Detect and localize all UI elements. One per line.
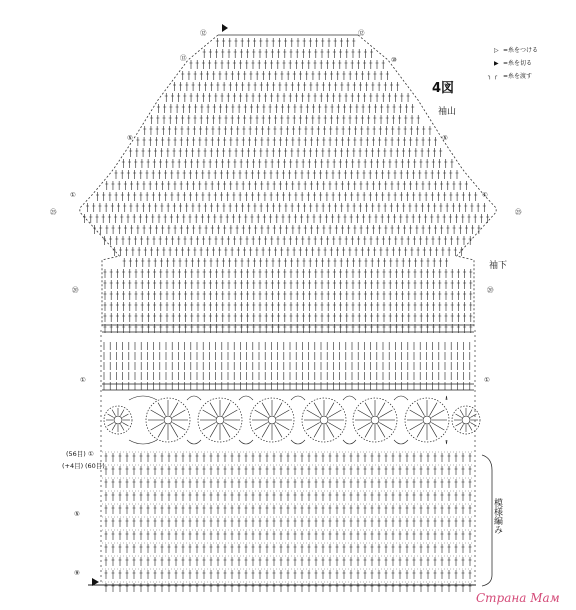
row-1-body-left: ① xyxy=(80,376,86,384)
row-1-cuff: ① xyxy=(88,450,94,458)
motif-chain-link xyxy=(394,396,408,400)
flower-petal-stitch xyxy=(365,424,373,437)
yarn-cut-marker xyxy=(222,24,228,32)
label-underarm: 袖下 xyxy=(489,261,508,271)
flower-petal-stitch xyxy=(431,423,444,431)
motif-chain-link xyxy=(187,396,201,400)
cuff-count-56: (56目) xyxy=(66,450,86,458)
row-5-cuff: ⑤ xyxy=(74,510,80,518)
flower-motif-center xyxy=(462,416,470,424)
flower-petal-stitch xyxy=(469,410,473,416)
cuff-count-plus4: (+4目) xyxy=(62,462,84,470)
motif-chain-link xyxy=(291,440,305,444)
cuff-count-60: (60目) xyxy=(85,462,105,470)
flower-petal-stitch xyxy=(430,403,438,416)
legend-symbol-join: ▷ xyxy=(494,47,499,54)
flower-petal-stitch xyxy=(262,424,270,437)
row-5-left: ⑤ xyxy=(127,134,133,142)
row-20-right: ⑳ xyxy=(487,286,494,294)
legend-text-carry: =糸を渡す xyxy=(503,73,533,80)
motif-chain-link xyxy=(239,440,253,444)
flower-petal-stitch xyxy=(171,403,179,416)
flower-petal-stitch xyxy=(460,410,464,416)
row-1-body-right: ① xyxy=(484,376,490,384)
sleeve-cap-stitch-grid xyxy=(86,38,486,212)
row-12-right: ⑫ xyxy=(358,29,365,37)
flower-petal-stitch xyxy=(108,414,114,418)
flower-petal-stitch xyxy=(328,410,341,418)
flower-petal-stitch xyxy=(172,423,185,431)
row-25-left: ㉕ xyxy=(50,208,57,216)
flower-petal-stitch xyxy=(456,414,462,418)
flower-motif-row xyxy=(104,396,480,444)
flower-petal-stitch xyxy=(276,410,289,418)
flower-petal-stitch xyxy=(378,424,386,437)
row-20-left: ⑳ xyxy=(72,286,79,294)
flower-petal-stitch xyxy=(121,410,125,416)
flower-petal-stitch xyxy=(262,403,270,416)
flower-petal-stitch xyxy=(378,403,386,416)
sleeve-body-stitch-grid xyxy=(83,214,489,390)
flower-petal-stitch xyxy=(417,424,425,437)
flower-petal-stitch xyxy=(379,410,392,418)
label-sleeve-cap: 袖山 xyxy=(438,107,457,117)
flower-petal-stitch xyxy=(203,410,216,418)
legend-text-cut: =糸を切る xyxy=(503,60,533,67)
flower-motif-center xyxy=(164,416,172,424)
flower-petal-stitch xyxy=(379,423,392,431)
flower-petal-stitch xyxy=(224,410,237,418)
row-12-left: ⑫ xyxy=(200,29,207,37)
flower-petal-stitch xyxy=(276,423,289,431)
flower-petal-stitch xyxy=(223,424,231,437)
flower-petal-stitch xyxy=(314,403,322,416)
flower-petal-stitch xyxy=(210,403,218,416)
flower-petal-stitch xyxy=(417,403,425,416)
flower-petal-stitch xyxy=(327,424,335,437)
cuff-bracket xyxy=(482,455,492,586)
flower-petal-stitch xyxy=(460,424,464,430)
flower-motif-center xyxy=(268,416,276,424)
flower-petal-stitch xyxy=(410,423,423,431)
row-5-right: ⑤ xyxy=(442,134,448,142)
flower-petal-stitch xyxy=(255,423,268,431)
motif-chain-link xyxy=(446,396,447,400)
flower-motif-center xyxy=(320,416,328,424)
outline-left xyxy=(80,35,218,328)
legend xyxy=(487,46,538,80)
cuff-stitch-grid xyxy=(88,452,476,592)
label-pattern-stitch: 模様編み xyxy=(492,498,502,534)
motif-chain-link xyxy=(187,440,201,444)
flower-petal-stitch xyxy=(112,424,116,430)
motif-chain-link xyxy=(343,440,356,444)
flower-petal-stitch xyxy=(108,423,114,427)
flower-petal-stitch xyxy=(171,424,179,437)
row-13-left: ⑬ xyxy=(180,54,187,62)
row-1-cap-right: ① xyxy=(482,191,488,199)
flower-petal-stitch xyxy=(275,424,283,437)
flower-petal-stitch xyxy=(328,423,341,431)
flower-petal-stitch xyxy=(410,410,423,418)
flower-petal-stitch xyxy=(314,424,322,437)
flower-petal-stitch xyxy=(151,423,164,431)
flower-petal-stitch xyxy=(224,423,237,431)
flower-petal-stitch xyxy=(122,414,128,418)
figure-title: 4図 xyxy=(432,81,455,96)
flower-petal-stitch xyxy=(358,423,371,431)
flower-petal-stitch xyxy=(158,424,166,437)
flower-petal-stitch xyxy=(470,414,476,418)
flower-motif-center xyxy=(216,416,224,424)
flower-petal-stitch xyxy=(121,424,125,430)
flower-motif-center xyxy=(423,416,431,424)
legend-text-join: =糸をつける xyxy=(503,47,539,54)
flower-petal-stitch xyxy=(358,410,371,418)
flower-petal-stitch xyxy=(327,403,335,416)
motif-chain-link xyxy=(129,440,157,444)
flower-petal-stitch xyxy=(255,410,268,418)
flower-petal-stitch xyxy=(307,410,320,418)
flower-petal-stitch xyxy=(158,403,166,416)
motif-chain-link xyxy=(394,440,408,444)
legend-symbol-cut: ▶ xyxy=(494,60,499,67)
flower-petal-stitch xyxy=(122,423,128,427)
flower-petal-stitch xyxy=(307,423,320,431)
flower-petal-stitch xyxy=(431,410,444,418)
flower-petal-stitch xyxy=(470,423,476,427)
row-1-cap-left: ① xyxy=(70,191,76,199)
flower-motif-center xyxy=(371,416,379,424)
row-9-cuff: ⑨ xyxy=(74,569,80,577)
legend-symbol-carry: ╮ ╭ xyxy=(488,73,498,80)
motif-chain-link xyxy=(129,396,157,400)
flower-petal-stitch xyxy=(430,424,438,437)
motif-chain-link xyxy=(446,440,447,444)
flower-petal-stitch xyxy=(203,423,216,431)
flower-petal-stitch xyxy=(172,410,185,418)
flower-petal-stitch xyxy=(275,403,283,416)
flower-petal-stitch xyxy=(469,424,473,430)
row-25-right: ㉕ xyxy=(515,208,522,216)
motif-chain-link xyxy=(343,396,356,400)
flower-petal-stitch xyxy=(112,410,116,416)
flower-motif-center xyxy=(114,416,122,424)
flower-petal-stitch xyxy=(456,423,462,427)
flower-petal-stitch xyxy=(223,403,231,416)
motif-chain-link xyxy=(239,396,253,400)
flower-petal-stitch xyxy=(210,424,218,437)
motif-chain-link xyxy=(291,396,305,400)
flower-petal-stitch xyxy=(365,403,373,416)
flower-petal-stitch xyxy=(151,410,164,418)
watermark-text: Страна Мам xyxy=(476,591,560,605)
row-10-right: ⑩ xyxy=(391,56,397,64)
